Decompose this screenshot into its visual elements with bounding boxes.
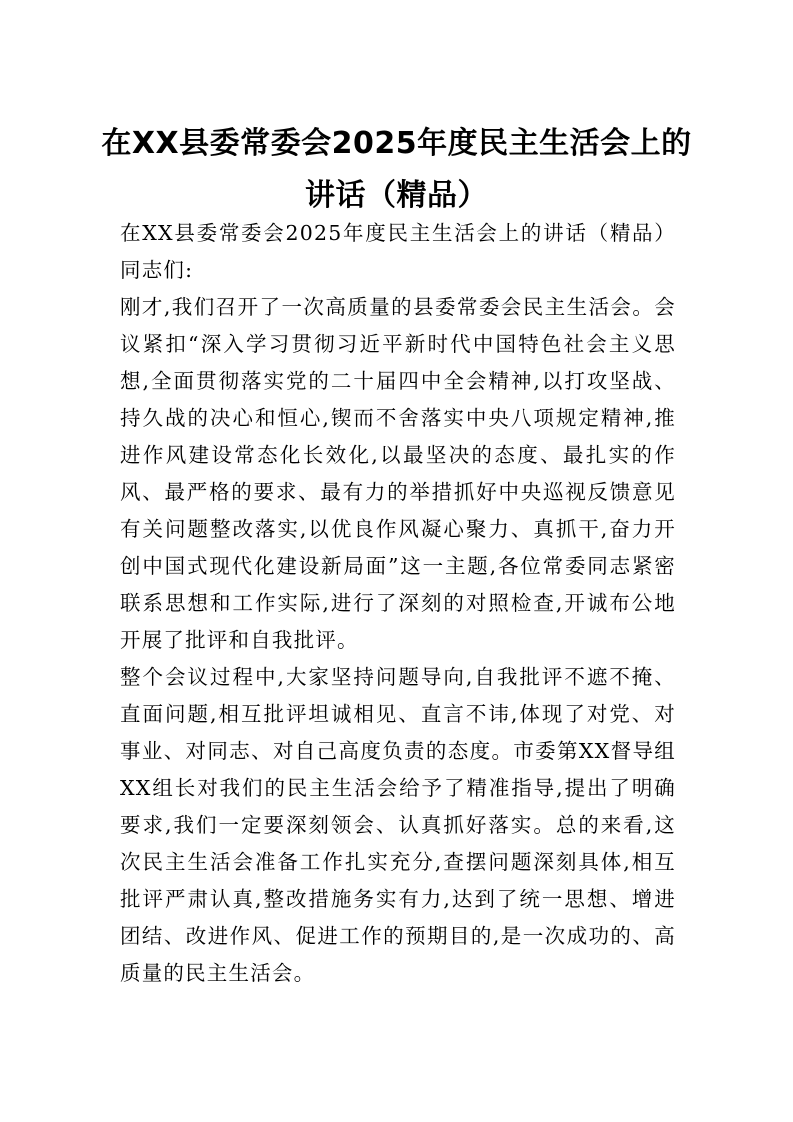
paragraph-meeting-evaluation: 整个会议过程中,大家坚持问题导向,自我批评不遮不掩、直面问题,相互批评坦诚相见、直言不讳,体现了对党、对事业、对同志、对自己高度负责的态度。市委第XX督导组XX组长对我们的民主生活会给予了精准指导,提出了明确要求,我们一定要深刻领会、认真抓好落实。总的来看,这次民主生活会准备工作扎实充分,查摆问题深刻具体,相互批评严肃认真,整改措施务实有力,达到了统一思想、增进团结、改进作风、促进工作的预期目的,是一次成功的、高质量的民主生活会。 xyxy=(120,665,676,985)
title-line-2: 讲话（精品） xyxy=(305,178,488,213)
document-body xyxy=(120,215,676,992)
paragraph-meeting-summary: 刚才,我们召开了一次高质量的县委常委会民主生活会。会议紧扣“深入学习贯彻习近平新时代中国特色社会主义思想,全面贯彻落实党的二十届四中全会精神,以打攻坚战、持久战的决心和恒心,锲而不舍落实中央八项规定精神,推进作风建设常态化长效化,以最坚决的态度、最扎实的作风、最严格的要求、最有力的举措抓好中央巡视反馈意见有关问题整改落实,以优良作风凝心聚力、真抓干,奋力开创中国式现代化建设新局面”这一主题,各位常委同志紧密联系思想和工作实际,进行了深刻的对照检查,开诚布公地开展了批评和自我批评。 xyxy=(120,295,676,652)
title-line-1: 在XX县委常委会2025年度民主生活会上的 xyxy=(101,126,692,161)
document-title xyxy=(100,118,693,222)
paragraph-opening: 在XX县委常委会2025年度民主生活会上的讲话（精品）同志们: xyxy=(120,221,676,282)
